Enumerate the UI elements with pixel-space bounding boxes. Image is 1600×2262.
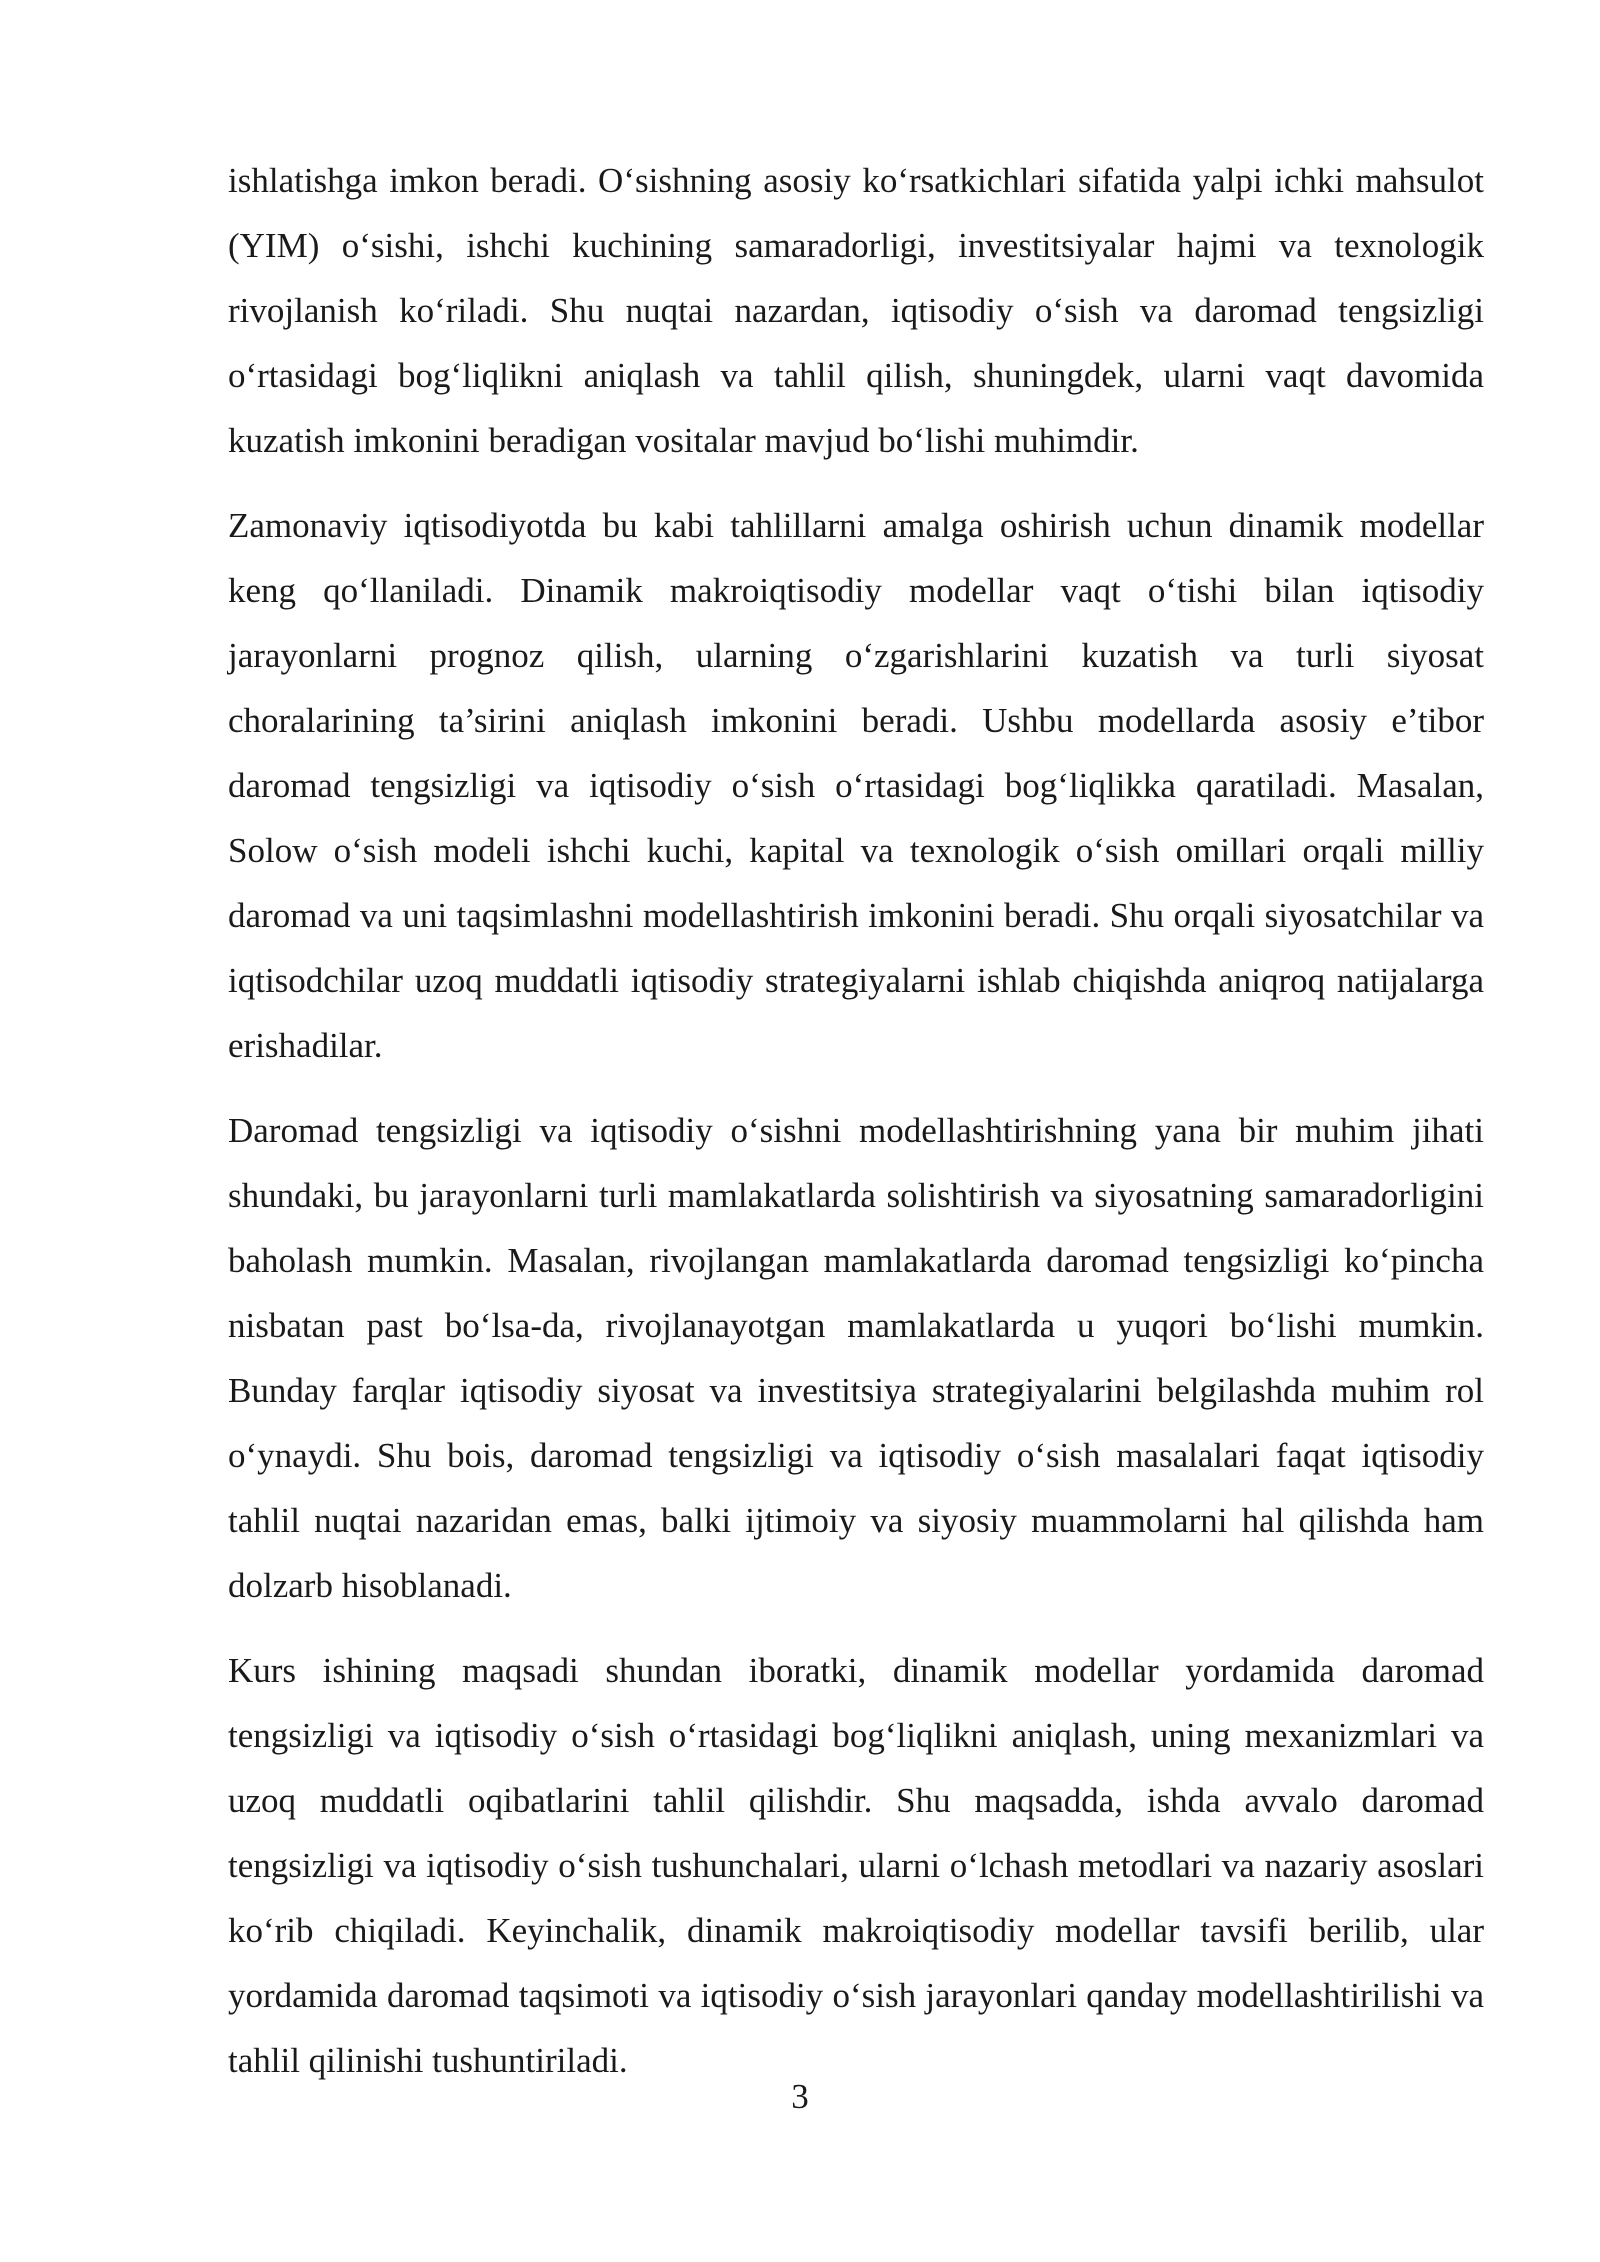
paragraph: Kurs ishining maqsadi shundan iboratki, dinamik modellar yordamida daromad tengsizligi va iqtisodiy o‘sish o‘rtasidagi bog‘liqlikni aniqlash, uning mexanizmlari va uzoq muddatli oqibatlarini tahlil qilishdir. Shu maqsadda, ishda avvalo daromad tengsizligi va iqtisodiy o‘sish tushunchalari, ularni o‘lchash metodlari va nazariy asoslari ko‘rib chiqiladi. Keyinchalik, dinamik makroiqtisodiy modellar tavsifi berilib, ular yordamida daromad taqsimoti va iqtisodiy o‘sish jarayonlari qanday modellashtirilishi va tahlil qilinishi tushuntiriladi. [228,1651,1484,2080]
page-number: 3 [791,2077,809,2116]
paragraph: ishlatishga imkon beradi. O‘sishning asosiy ko‘rsatkichlari sifatida yalpi ichki mahsulot (YIM) o‘sishi, ishchi kuchining samaradorligi, investitsiyalar hajmi va texnologik rivojlanish ko‘riladi. Shu nuqtai nazardan, iqtisodiy o‘sish va daromad tengsizligi o‘rtasidagi bog‘liqlikni aniqlash va tahlil qilish, shuningdek, ularni vaqt davomida kuzatish imkonini beradigan vositalar mavjud bo‘lishi muhimdir. [228,161,1484,460]
body-text [228,148,1484,2113]
paragraph: Zamonaviy iqtisodiyotda bu kabi tahlillarni amalga oshirish uchun dinamik modellar keng qo‘llaniladi. Dinamik makroiqtisodiy modellar vaqt o‘tishi bilan iqtisodiy jarayonlarni prognoz qilish, ularning o‘zgarishlarini kuzatish va turli siyosat choralarining ta’sirini aniqlash imkonini beradi. Ushbu modellarda asosiy e’tibor daromad tengsizligi va iqtisodiy o‘sish o‘rtasidagi bog‘liqlikka qaratiladi. Masalan, Solow o‘sish modeli ishchi kuchi, kapital va texnologik o‘sish omillari orqali milliy daromad va uni taqsimlashni modellashtirish imkonini beradi. Shu orqali siyosatchilar va iqtisodchilar uzoq muddatli iqtisodiy strategiyalarni ishlab chiqishda aniqroq natijalarga erishadilar. [228,506,1484,1065]
paragraph: Daromad tengsizligi va iqtisodiy o‘sishni modellashtirishning yana bir muhim jihati shundaki, bu jarayonlarni turli mamlakatlarda solishtirish va siyosatning samaradorligini baholash mumkin. Masalan, rivojlangan mamlakatlarda daromad tengsizligi ko‘pincha nisbatan past bo‘lsa-da, rivojlanayotgan mamlakatlarda u yuqori bo‘lishi mumkin. Bunday farqlar iqtisodiy siyosat va investitsiya strategiyalarini belgilashda muhim rol o‘ynaydi. Shu bois, daromad tengsizligi va iqtisodiy o‘sish masalalari faqat iqtisodiy tahlil nuqtai nazaridan emas, balki ijtimoiy va siyosiy muammolarni hal qilishda ham dolzarb hisoblanadi. [228,1111,1484,1605]
